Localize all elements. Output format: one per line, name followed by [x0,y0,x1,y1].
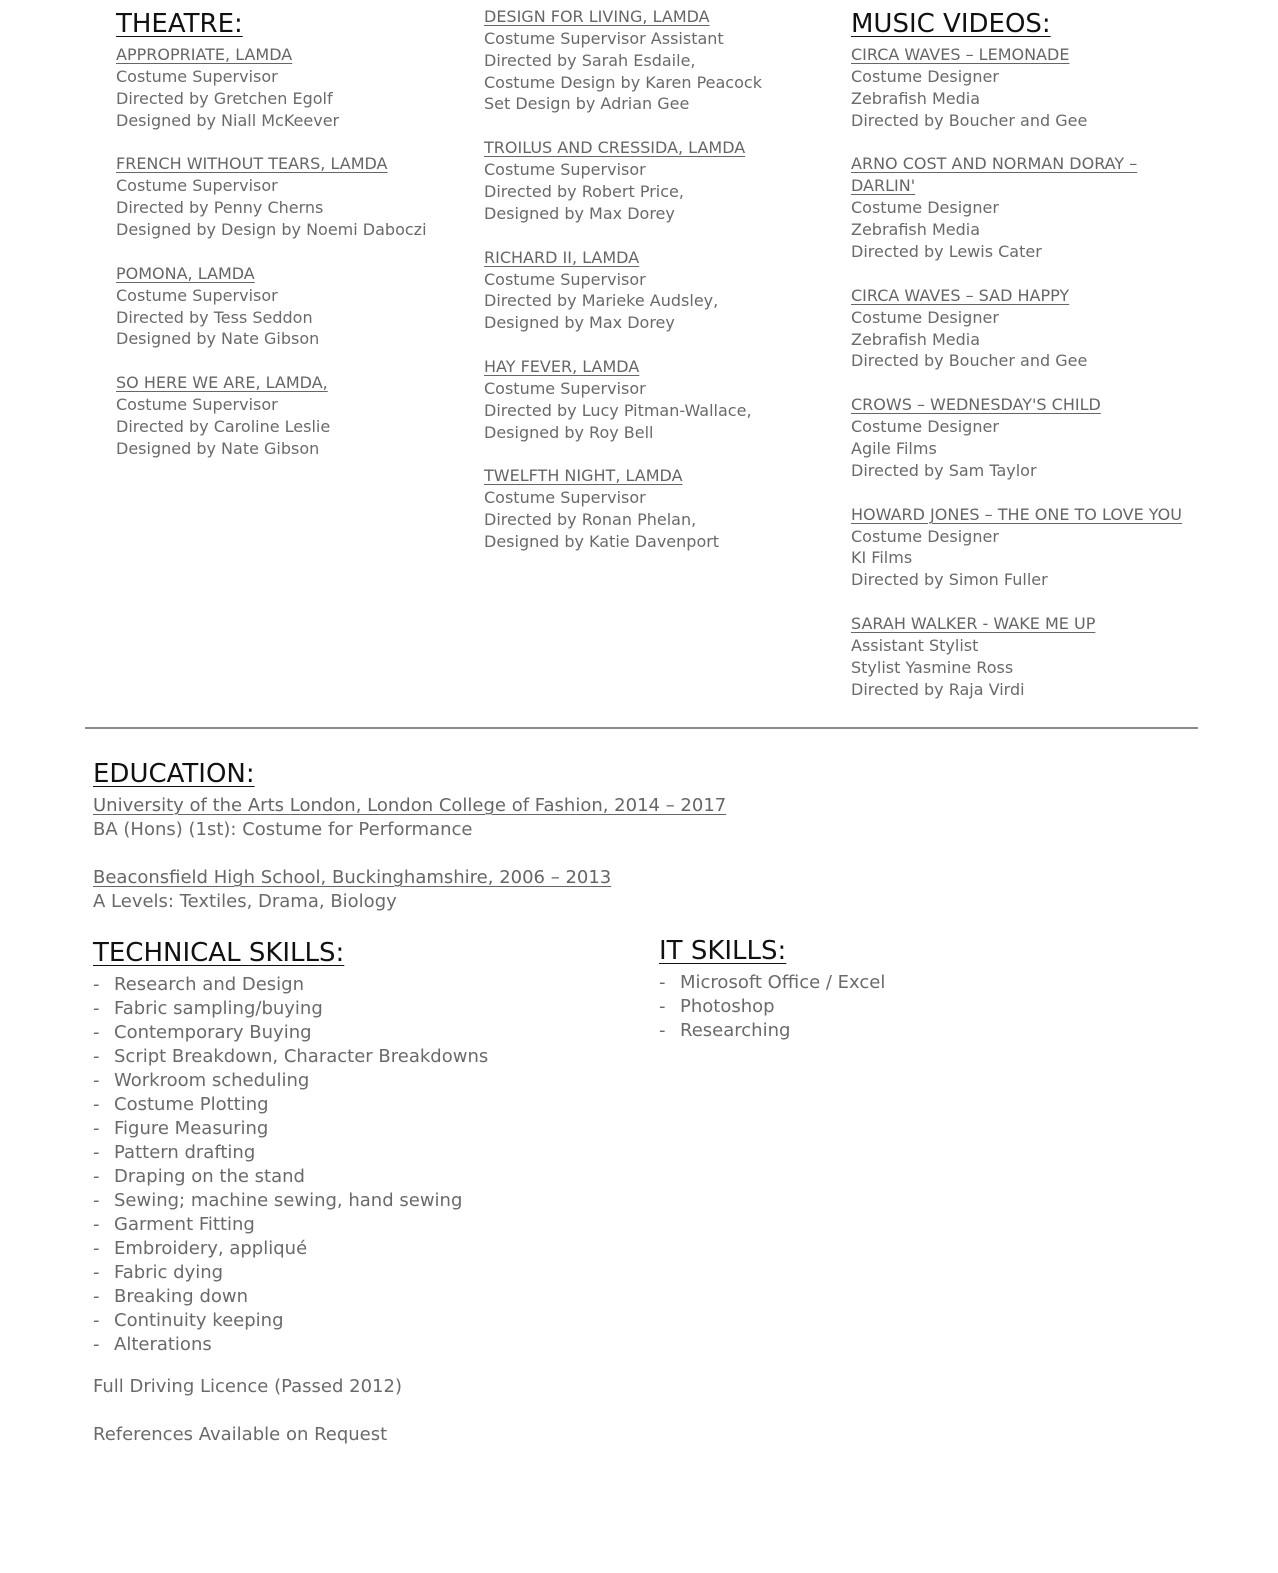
education-institution: Beaconsfield High School, Buckinghamshire, 2006 – 2013 [93,867,612,888]
skill-item [93,1333,613,1357]
skill-item [93,1189,613,1213]
credit-detail: Directed by Raja Virdi [851,679,1025,699]
credit-detail: Zebrafish Media [851,220,981,240]
credit-detail: Costume Designer [851,198,999,218]
skill-item [659,971,1059,995]
skill-label: Continuity keeping [114,1310,284,1331]
credit-entry [484,137,824,224]
education-entry [93,866,793,914]
credit-detail: Set Design by Adrian Gee [484,94,690,114]
skill-label: Fabric dying [114,1262,224,1283]
credit-detail: Costume Supervisor [484,378,646,398]
credit-entry [484,6,824,115]
education-entries [93,794,793,914]
education-qualification: BA (Hons) (1st): Costume for Performance [93,819,473,840]
bullet-dash: - [93,1094,100,1115]
credit-detail: Directed by Simon Fuller [851,570,1048,590]
credit-detail: Costume Designer [851,417,999,437]
credit-detail: Directed by Lucy Pitman-Wallace, [484,400,752,420]
credit-entry [116,44,456,131]
music-video-title: CIRCA WAVES – LEMONADE [851,45,1070,64]
credit-detail: Stylist Yasmine Ross [851,657,1014,677]
bullet-dash: - [659,1020,666,1041]
theatre-column [116,6,456,482]
credit-detail: Costume Supervisor [484,488,646,508]
credit-detail: Assistant Stylist [851,635,979,655]
credit-entry [851,285,1201,372]
credit-entry [116,153,456,240]
credit-detail: Directed by Sarah Esdaile, [484,50,696,70]
production-title: SO HERE WE ARE, LAMDA, [116,373,328,393]
credit-detail: Designed by Max Dorey [484,313,675,333]
skill-label: Figure Measuring [114,1118,269,1139]
credit-entry [851,44,1201,131]
credit-detail: Directed by Caroline Leslie [116,416,331,436]
education-qualification: A Levels: Textiles, Drama, Biology [93,891,397,912]
skill-label: Costume Plotting [114,1094,269,1115]
skill-label: Research and Design [114,974,305,995]
production-title: APPROPRIATE, LAMDA [116,45,293,64]
credit-detail: Designed by Nate Gibson [116,329,320,349]
bullet-dash: - [659,972,666,993]
skill-item [93,1309,613,1333]
skill-label: Workroom scheduling [114,1070,310,1091]
skill-label: Fabric sampling/buying [114,998,323,1019]
credit-detail: Costume Designer [851,307,999,327]
bullet-dash: - [93,1118,100,1139]
bullet-dash: - [93,1214,100,1235]
credit-detail: Costume Designer [851,526,999,546]
skill-item [93,1261,613,1285]
credit-detail: Directed by Robert Price, [484,181,684,201]
credit-detail: Designed by Design by Noemi Daboczi [116,219,427,239]
skill-label: Garment Fitting [114,1214,255,1235]
credit-detail: Directed by Boucher and Gee [851,110,1088,130]
skill-item [93,1117,613,1141]
skill-item [93,1165,613,1189]
education-section [93,756,793,938]
music-video-title: HOWARD JONES – THE ONE TO LOVE YOU [851,504,1182,524]
credit-detail: Costume Supervisor Assistant [484,29,724,48]
production-title: RICHARD II, LAMDA [484,247,640,267]
credit-detail: Designed by Roy Bell [484,422,654,442]
production-title: TWELFTH NIGHT, LAMDA [484,466,683,486]
references-note: References Available on Request [93,1424,388,1445]
credit-detail: Directed by Penny Cherns [116,198,324,218]
skill-item [93,1141,613,1165]
skill-item [659,1019,1059,1043]
credit-detail: Directed by Lewis Cater [851,241,1042,261]
music-video-title: ARNO COST AND NORMAN DORAY – DARLIN' [851,154,1138,196]
credit-detail: Costume Supervisor [484,160,646,180]
bullet-dash: - [93,1022,100,1043]
skill-item [93,1213,613,1237]
credit-detail: Costume Design by Karen Peacock [484,72,762,92]
bullet-dash: - [93,974,100,995]
education-entry [93,794,793,842]
credit-detail: Designed by Max Dorey [484,203,675,223]
music-video-title: SARAH WALKER - WAKE ME UP [851,613,1096,633]
credit-detail: KI Films [851,548,913,568]
skill-item [93,1285,613,1309]
skill-item [93,1021,613,1045]
music-video-entries [851,44,1201,700]
credit-detail: Designed by Nate Gibson [116,438,320,458]
credit-detail: Costume Supervisor [116,176,278,196]
technical-skills-heading: TECHNICAL SKILLS: [93,938,345,968]
bullet-dash: - [93,1166,100,1187]
bullet-dash: - [93,1286,100,1307]
skill-item [93,1093,613,1117]
theatre-column-2 [484,6,824,575]
credit-detail: Zebrafish Media [851,88,981,108]
credit-detail: Directed by Ronan Phelan, [484,510,697,530]
music-videos-heading: MUSIC VIDEOS: [851,9,1051,39]
skill-label: Sewing; machine sewing, hand sewing [114,1190,463,1211]
bullet-dash: - [93,1142,100,1163]
production-title: DESIGN FOR LIVING, LAMDA [484,7,710,26]
skill-label: Script Breakdown, Character Breakdowns [114,1046,489,1067]
credit-detail: Costume Supervisor [116,395,278,415]
bullet-dash: - [93,1262,100,1283]
production-title: TROILUS AND CRESSIDA, LAMDA [484,138,746,158]
theatre-entries [116,44,456,460]
skill-label: Researching [680,1020,791,1041]
credit-detail: Directed by Marieke Audsley, [484,291,719,311]
skill-label: Pattern drafting [114,1142,256,1163]
production-title: FRENCH WITHOUT TEARS, LAMDA [116,154,388,174]
skill-label: Alterations [114,1334,212,1355]
music-video-title: CIRCA WAVES – SAD HAPPY [851,285,1070,305]
bullet-dash: - [93,1334,100,1355]
credit-entry [116,263,456,350]
credit-detail: Costume Supervisor [116,67,278,86]
skill-label: Embroidery, appliqué [114,1238,308,1259]
it-skills-list [659,971,1059,1043]
credit-entry [851,394,1201,481]
credit-entry [851,504,1201,591]
it-skills-section [659,933,1059,1043]
credit-detail: Zebrafish Media [851,329,981,349]
skill-item [93,1045,613,1069]
credit-entry [484,247,824,334]
technical-skills-list [93,973,613,1357]
skill-label: Photoshop [680,996,775,1017]
credit-detail: Directed by Tess Seddon [116,307,313,327]
bullet-dash: - [93,1190,100,1211]
bullet-dash: - [93,1070,100,1091]
credit-entry [484,465,824,552]
production-title: HAY FEVER, LAMDA [484,356,640,376]
credit-detail: Costume Supervisor [116,285,278,305]
credit-entry [484,356,824,443]
production-title: POMONA, LAMDA [116,263,255,283]
credit-detail: Directed by Boucher and Gee [851,351,1088,371]
credit-detail: Directed by Sam Taylor [851,460,1037,480]
technical-skills-section [93,935,613,1357]
skill-label: Contemporary Buying [114,1022,312,1043]
skill-label: Draping on the stand [114,1166,305,1187]
skill-label: Microsoft Office / Excel [680,972,886,993]
bullet-dash: - [659,996,666,1017]
credit-detail: Costume Designer [851,67,999,86]
skill-label: Breaking down [114,1286,249,1307]
bullet-dash: - [93,1310,100,1331]
bullet-dash: - [93,1046,100,1067]
skill-item [93,1069,613,1093]
section-divider [85,727,1198,729]
education-heading: EDUCATION: [93,759,255,789]
education-institution: University of the Arts London, London College of Fashion, 2014 – 2017 [93,795,727,816]
skill-item [93,1237,613,1261]
skill-item [93,973,613,997]
bullet-dash: - [93,1238,100,1259]
music-videos-column [851,6,1201,722]
credit-detail: Costume Supervisor [484,269,646,289]
it-skills-heading: IT SKILLS: [659,936,787,966]
skill-item [659,995,1059,1019]
credit-entry [851,613,1201,700]
skill-item [93,997,613,1021]
credit-detail: Agile Films [851,438,937,458]
driving-licence-note: Full Driving Licence (Passed 2012) [93,1376,402,1397]
theatre-entries-continued [484,6,824,553]
music-video-title: CROWS – WEDNESDAY'S CHILD [851,395,1101,415]
credit-detail: Designed by Niall McKeever [116,110,340,130]
theatre-heading: THEATRE: [116,9,243,39]
credit-detail: Designed by Katie Davenport [484,531,720,551]
credit-detail: Directed by Gretchen Egolf [116,88,333,108]
credit-entry [116,372,456,459]
credit-entry [851,153,1201,262]
bullet-dash: - [93,998,100,1019]
